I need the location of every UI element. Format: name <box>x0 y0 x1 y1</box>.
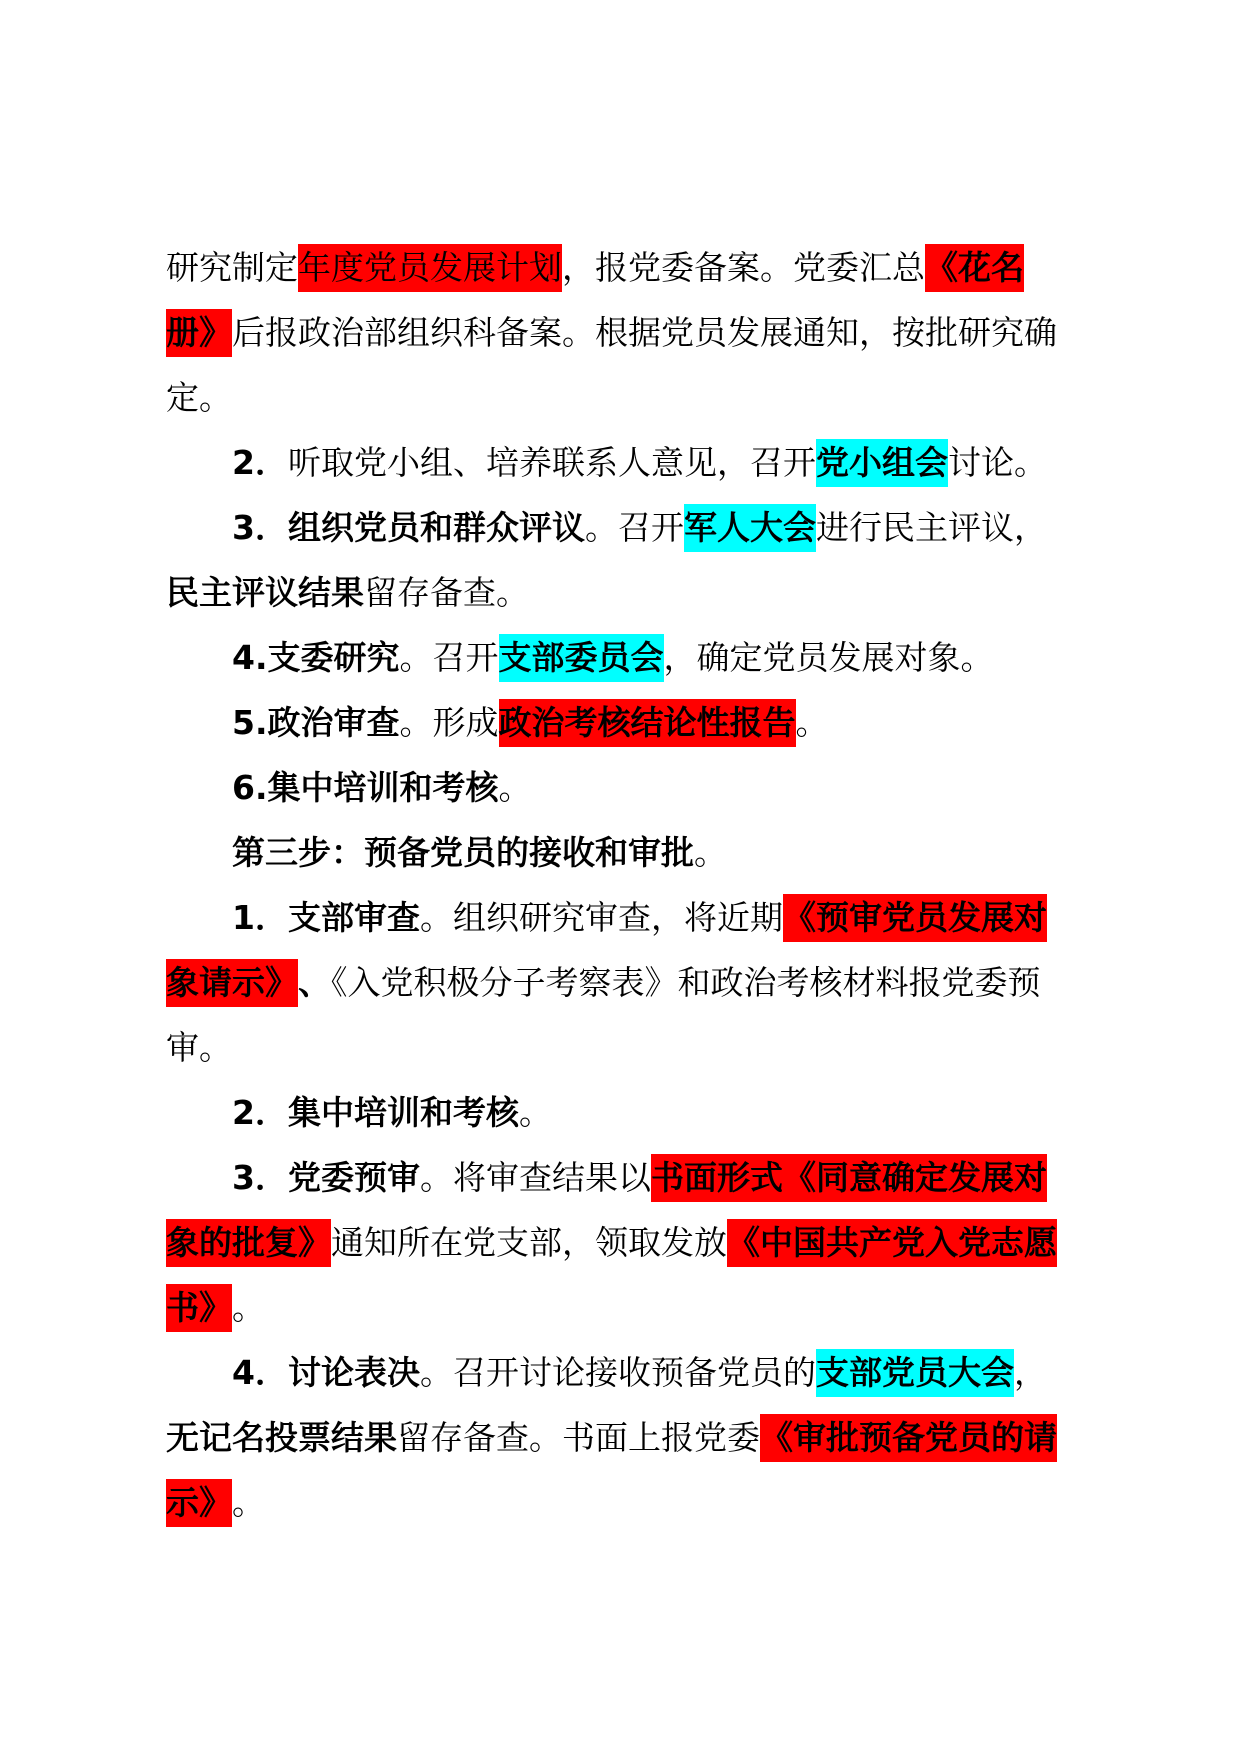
bold-heading: 6.集中培训和考核 <box>232 768 499 807</box>
text: 定。 <box>166 378 232 417</box>
text: ， <box>1013 1353 1047 1392</box>
highlight-red: 《预审党员发展对 <box>783 894 1047 942</box>
text: ，报党委备案。党委汇总 <box>562 248 925 287</box>
bold-heading: 党委预审 <box>287 1158 420 1197</box>
text: 研究制定 <box>166 248 298 287</box>
bold-heading: 5.政治审查 <box>232 703 400 742</box>
paragraph-1-line-1 <box>166 235 1096 300</box>
paragraph-10-line-1 <box>166 1145 1096 1210</box>
bold-heading: 4.支委研究 <box>232 638 400 677</box>
text: 。 <box>795 703 829 742</box>
text: ，确定党员发展对象。 <box>663 638 994 677</box>
item-number: 4． <box>232 1353 288 1392</box>
highlight-cyan: 党小组会 <box>816 439 948 487</box>
text: 进行民主评议， <box>815 508 1047 547</box>
item-number: 2． <box>232 443 288 482</box>
paragraph-11-line-2 <box>166 1405 1096 1470</box>
paragraph-1-line-2 <box>166 300 1096 365</box>
section-heading: 第三步：预备党员的接收和审批 <box>232 833 694 872</box>
text: 留存备查。 <box>364 573 529 612</box>
bold-text: 民主评议结果 <box>166 573 364 612</box>
highlight-red: 《中国共产党入党志愿 <box>727 1219 1057 1267</box>
paragraph-8-line-2 <box>166 950 1096 1015</box>
paragraph-8-line-1 <box>166 885 1096 950</box>
highlight-red: 年度党员发展计划 <box>298 244 562 292</box>
paragraph-8-line-3 <box>166 1015 1096 1080</box>
document-page <box>166 235 1096 1535</box>
item-number: 3． <box>232 508 288 547</box>
text: 。 <box>498 768 532 807</box>
text: 留存备查。书面上报党委 <box>397 1418 760 1457</box>
paragraph-10-line-3 <box>166 1275 1096 1340</box>
text: 听取党小组、培养联系人意见，召开 <box>287 443 816 482</box>
highlight-red: 象的批复》 <box>166 1219 331 1267</box>
step-3-heading <box>166 820 1096 885</box>
highlight-cyan: 支部委员会 <box>499 634 664 682</box>
item-number: 3． <box>232 1158 288 1197</box>
text: 审。 <box>166 1028 232 1067</box>
highlight-red: 书面形式《同意确定发展对 <box>651 1154 1047 1202</box>
highlight-red: 《审批预备党员的请 <box>760 1414 1057 1462</box>
highlight-cyan: 军人大会 <box>684 504 816 552</box>
text: 。形成 <box>399 703 499 742</box>
paragraph-3-line-2 <box>166 560 1096 625</box>
text: 。 <box>232 1288 265 1327</box>
bold-text: 无记名投票结果 <box>166 1418 397 1457</box>
text: 。 <box>518 1093 552 1132</box>
text: 后报政治部组织科备案。根据党员发展通知，按批研究确 <box>232 313 1057 352</box>
highlight-red: 书》 <box>166 1284 232 1332</box>
bold-heading: 组织党员和群众评议 <box>287 508 585 547</box>
highlight-red: 政治考核结论性报告 <box>499 699 796 747</box>
paragraph-10-line-2 <box>166 1210 1096 1275</box>
item-number: 1． <box>232 898 288 937</box>
highlight-red: 示》 <box>166 1479 232 1527</box>
bold-heading: 集中培训和考核 <box>287 1093 519 1132</box>
paragraph-1-line-3 <box>166 365 1096 430</box>
paragraph-6 <box>166 755 1096 820</box>
text: 《入党积极分子考察表》和政治考核材料报党委预 <box>331 963 1041 1002</box>
text: 通知所在党支部，领取发放 <box>331 1223 727 1262</box>
text: 。召开 <box>399 638 499 677</box>
paragraph-11-line-1 <box>166 1340 1096 1405</box>
paragraph-4 <box>166 625 1096 690</box>
text: 、 <box>298 963 331 1002</box>
text: 。组织研究审查，将近期 <box>419 898 783 937</box>
paragraph-9 <box>166 1080 1096 1145</box>
highlight-red: 象请示》 <box>166 959 298 1007</box>
item-number: 2． <box>232 1093 288 1132</box>
text: 。 <box>694 833 727 872</box>
paragraph-11-line-3 <box>166 1470 1096 1535</box>
text: 。 <box>232 1483 265 1522</box>
paragraph-5 <box>166 690 1096 755</box>
text: 讨论。 <box>947 443 1047 482</box>
text: 。召开 <box>584 508 684 547</box>
highlight-red: 《花名 <box>925 244 1024 292</box>
text: 。将审查结果以 <box>419 1158 651 1197</box>
text: 。召开讨论接收预备党员的 <box>419 1353 816 1392</box>
paragraph-2 <box>166 430 1096 495</box>
paragraph-3-line-1 <box>166 495 1096 560</box>
highlight-cyan: 支部党员大会 <box>816 1349 1014 1397</box>
bold-heading: 支部审查 <box>287 898 420 937</box>
bold-heading: 讨论表决 <box>287 1353 420 1392</box>
highlight-red: 册》 <box>166 309 232 357</box>
